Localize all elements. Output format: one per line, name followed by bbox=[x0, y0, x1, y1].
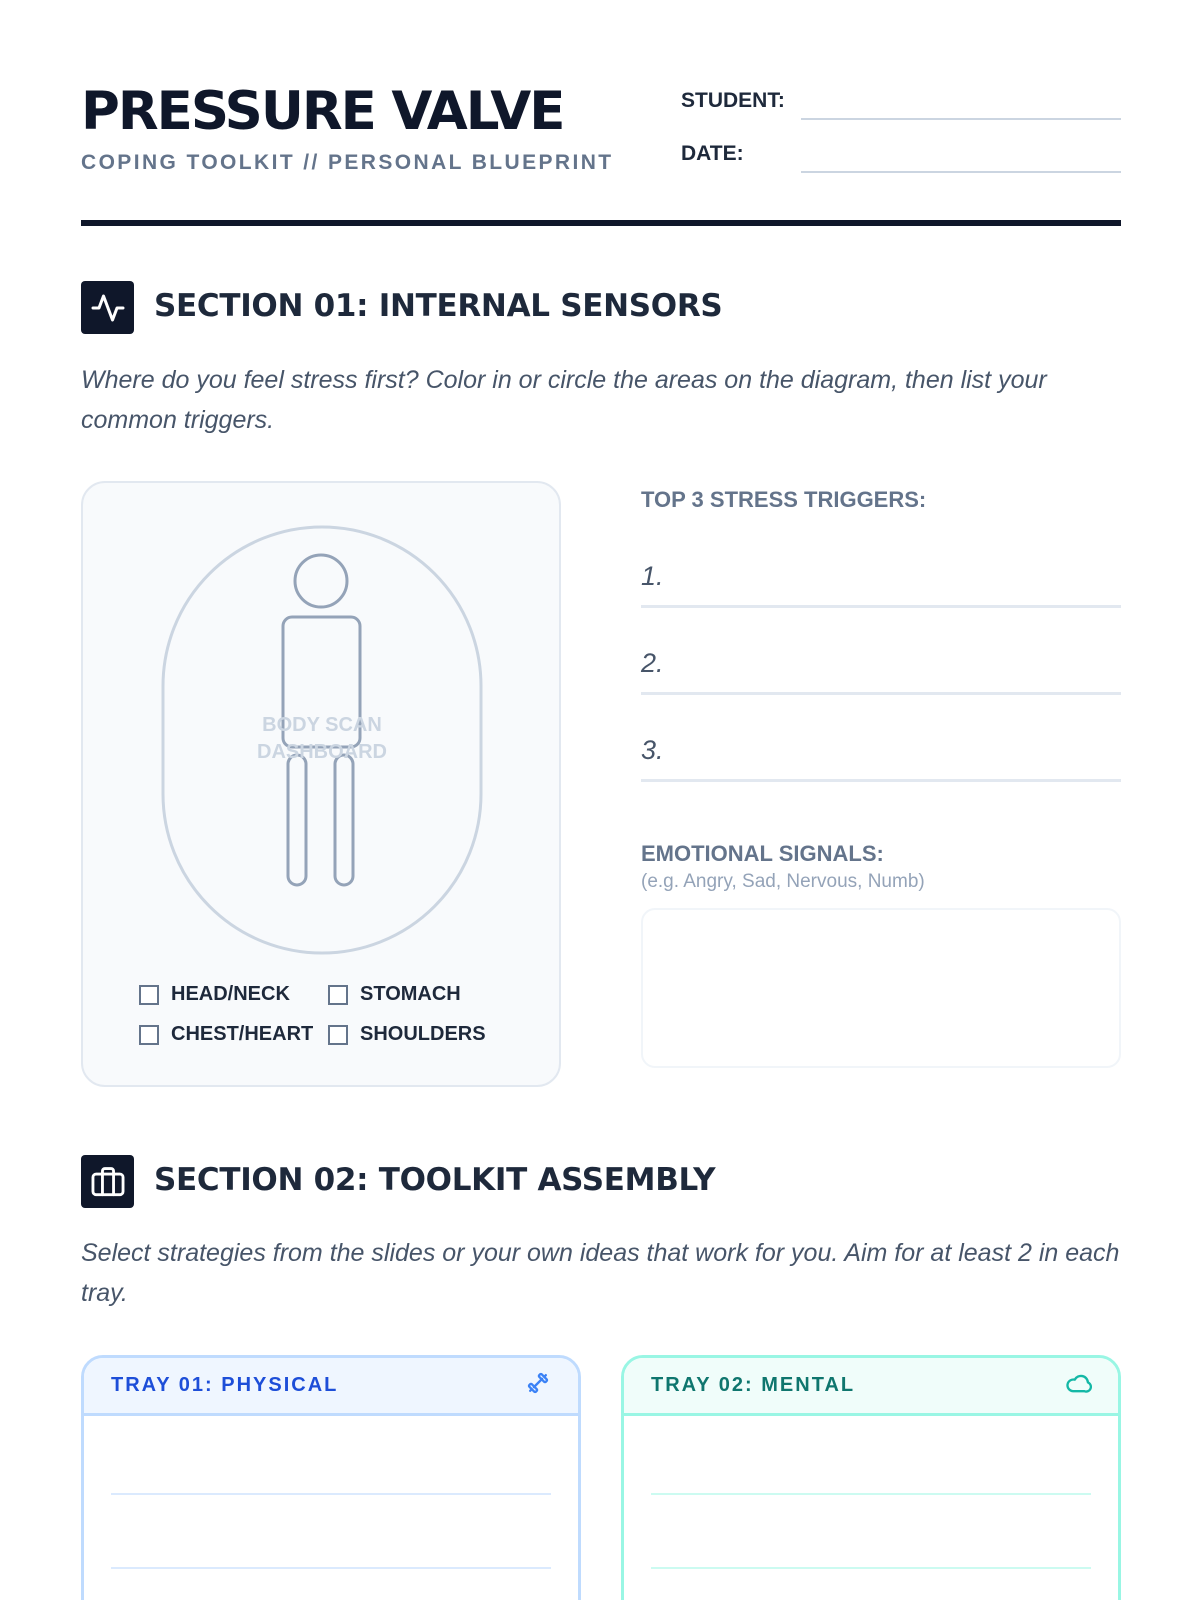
checkbox-box[interactable] bbox=[139, 1025, 159, 1045]
emotional-signals-input[interactable] bbox=[641, 908, 1121, 1068]
briefcase-icon bbox=[81, 1155, 134, 1208]
emotional-signals-label: EMOTIONAL SIGNALS: bbox=[641, 841, 884, 866]
checkbox-stomach[interactable]: STOMACH bbox=[328, 983, 461, 1006]
body-scan-card bbox=[81, 481, 561, 1087]
student-label: STUDENT: bbox=[681, 89, 785, 112]
page-subtitle: COPING TOOLKIT // PERSONAL BLUEPRINT bbox=[81, 151, 614, 174]
tray-physical-line-2[interactable] bbox=[111, 1567, 551, 1569]
checkbox-box[interactable] bbox=[139, 985, 159, 1005]
triggers-label: TOP 3 STRESS TRIGGERS: bbox=[641, 487, 927, 512]
dumbbell-icon bbox=[524, 1369, 552, 1402]
tray-mental-line-2[interactable] bbox=[651, 1567, 1091, 1569]
tray-mental-title: TRAY 02: MENTAL bbox=[651, 1374, 856, 1396]
checkbox-shoulders[interactable]: SHOULDERS bbox=[328, 1023, 486, 1046]
section-02-description: Select strategies from the slides or your own ideas that work for you. Aim for at least 2 in each tray. bbox=[81, 1239, 1120, 1307]
tray-physical-line-1[interactable] bbox=[111, 1493, 551, 1495]
tray-mental-header bbox=[624, 1358, 1118, 1416]
checkbox-chest-heart[interactable]: CHEST/HEART bbox=[139, 1023, 313, 1046]
checkbox-head-neck[interactable]: HEAD/NECK bbox=[139, 983, 290, 1006]
emotional-signals-hint: (e.g. Angry, Sad, Nervous, Numb) bbox=[641, 871, 925, 892]
section-01-title: SECTION 01: INTERNAL SENSORS bbox=[154, 288, 723, 324]
trigger-number-2: 2. bbox=[641, 648, 664, 678]
student-field[interactable] bbox=[801, 118, 1121, 120]
section-02-title: SECTION 02: TOOLKIT ASSEMBLY bbox=[154, 1162, 716, 1198]
page-title: PRESSURE VALVE bbox=[81, 81, 564, 142]
date-label: DATE: bbox=[681, 142, 744, 165]
worksheet-page bbox=[81, 0, 1121, 1600]
tray-mental bbox=[621, 1355, 1121, 1600]
trigger-field-3[interactable] bbox=[641, 779, 1121, 782]
trigger-number-3: 3. bbox=[641, 735, 664, 765]
trigger-field-1[interactable] bbox=[641, 605, 1121, 608]
section-01-description: Where do you feel stress first? Color in or circle the areas on the diagram, then list your common triggers. bbox=[81, 366, 1047, 434]
trigger-number-1: 1. bbox=[641, 561, 664, 591]
tray-physical bbox=[81, 1355, 581, 1600]
checkbox-box[interactable] bbox=[328, 1025, 348, 1045]
cloud-icon bbox=[1064, 1369, 1092, 1402]
checkbox-box[interactable] bbox=[328, 985, 348, 1005]
date-field[interactable] bbox=[801, 171, 1121, 173]
header-divider bbox=[81, 220, 1121, 226]
body-scan-label: BODY SCAN DASHBOARD bbox=[257, 714, 387, 763]
trigger-field-2[interactable] bbox=[641, 692, 1121, 695]
activity-pulse-icon bbox=[81, 281, 134, 334]
tray-physical-header bbox=[84, 1358, 578, 1416]
tray-mental-line-1[interactable] bbox=[651, 1493, 1091, 1495]
tray-physical-title: TRAY 01: PHYSICAL bbox=[111, 1374, 339, 1396]
